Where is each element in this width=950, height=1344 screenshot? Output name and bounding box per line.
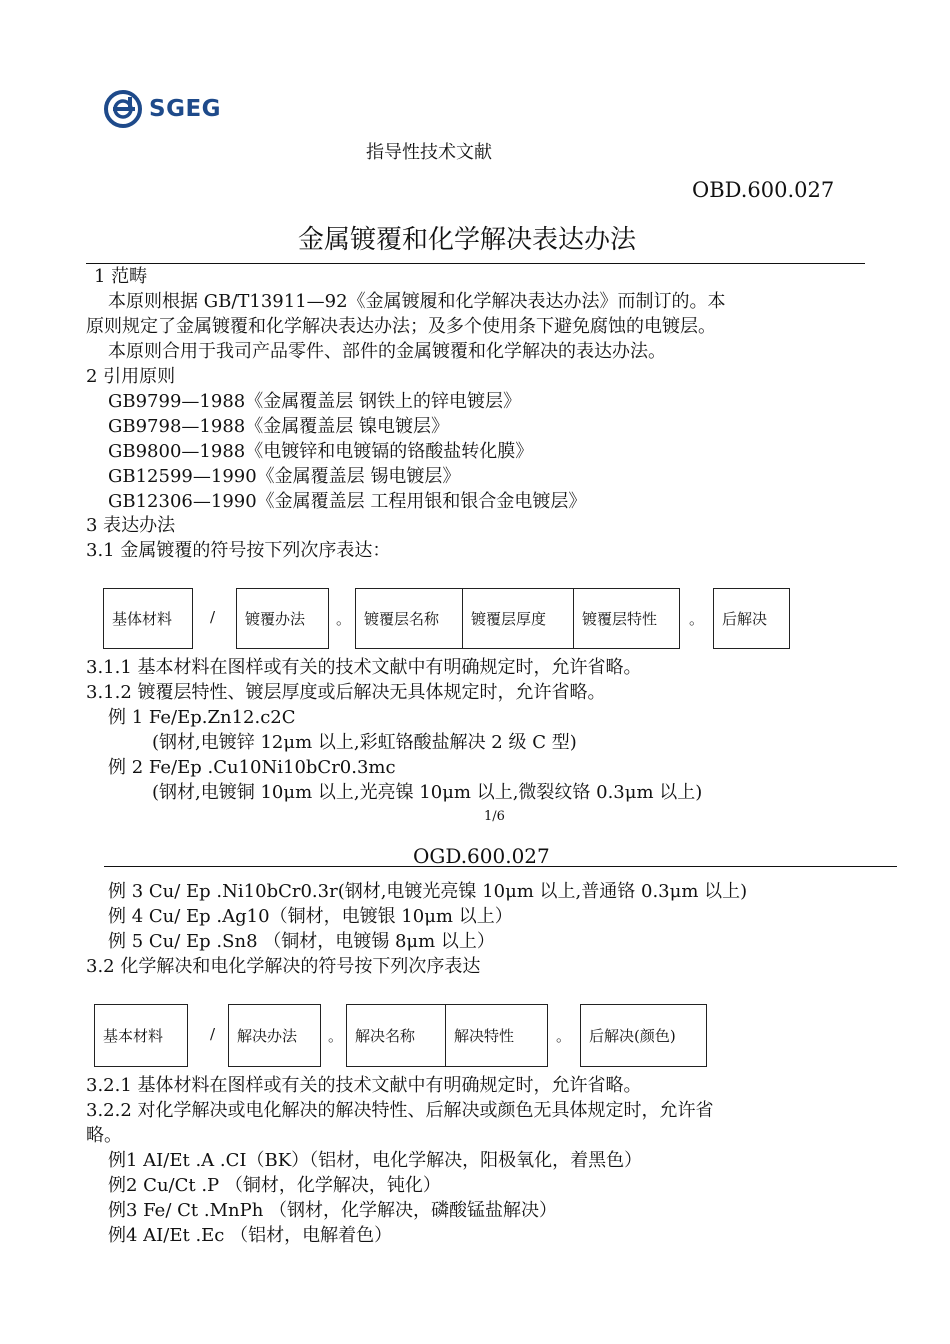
chem-example-1: 例1 AI/Et .A .CI（BK）（铝材，电化学解决，阳极氧化，着黑色） <box>108 1150 643 1171</box>
chem-example-4: 例4 AI/Et .Ec （铝材，电解着色） <box>108 1225 393 1246</box>
diagram-dot: 。 <box>336 610 352 628</box>
reference-item: GB12306—1990《金属覆盖层 工程用银和银合金电镀层》 <box>108 491 587 512</box>
example-1-note: (钢材,电镀锌 12μm 以上,彩虹铬酸盐解决 2 级 C 型) <box>152 732 577 753</box>
company-logo <box>103 87 233 131</box>
doc-type: 指导性技术文献 <box>366 142 492 163</box>
diagram-box-base-material: 基体材料 <box>103 588 193 649</box>
chem-example-3: 例3 Fe/ Ct .MnPh （钢材，化学解决，磷酸锰盐解决） <box>108 1200 558 1221</box>
section-3-1-1-text: 3.1.1 基本材料在图样或有关的技术文献中有明确规定时，允许省略。 <box>86 657 642 678</box>
section-1-para-1b: 原则规定了金属镀覆和化学解决表达办法；及多个使用条下避免腐蚀的电镀层。 <box>86 316 716 337</box>
diagram-slash: / <box>210 1025 216 1043</box>
logo-text: SGEG <box>149 96 222 122</box>
diagram-dot: 。 <box>689 610 705 628</box>
section-3-2-text: 3.2 化学解决和电化学解决的符号按下列次序表达 <box>86 956 481 977</box>
page-2-doc-code: OGD.600.027 <box>413 844 550 868</box>
section-3-2-1-text: 3.2.1 基体材料在图样或有关的技术文献中有明确规定时，允许省略。 <box>86 1075 642 1096</box>
diagram-box-method: 镀覆办法 <box>236 588 329 649</box>
section-3-1-2-text: 3.1.2 镀覆层特性、镀层厚度或后解决无具体规定时，允许省略。 <box>86 682 606 703</box>
title-rule <box>86 263 865 264</box>
doc-code: OBD.600.027 <box>692 178 835 202</box>
reference-item: GB9798—1988《金属覆盖层 镍电镀层》 <box>108 416 449 437</box>
diagram-box-post-treatment-color: 后解决(颜色) <box>580 1004 707 1067</box>
reference-item: GB12599—1990《金属覆盖层 锡电镀层》 <box>108 466 461 487</box>
page-2-rule <box>104 866 897 867</box>
section-3-2-2-text-cont: 略。 <box>86 1125 122 1146</box>
chem-example-2: 例2 Cu/Ct .P （铜材，化学解决，钝化） <box>108 1175 441 1196</box>
section-3-heading: 3 表达办法 <box>86 515 176 536</box>
example-2: 例 2 Fe/Ep .Cu10Ni10bCr0.3mc <box>108 757 396 778</box>
reference-item: GB9800—1988《电镀锌和电镀镉的铬酸盐转化膜》 <box>108 441 534 462</box>
example-1: 例 1 Fe/Ep.Zn12.c2C <box>108 707 296 728</box>
example-2-note: (钢材,电镀铜 10μm 以上,光亮镍 10μm 以上,微裂纹铬 0.3μm 以上) <box>152 782 703 803</box>
diagram-box-treatment-method: 解决办法 <box>228 1004 321 1067</box>
example-4: 例 4 Cu/ Ep .Ag10（铜材，电镀银 10μm 以上） <box>108 906 513 927</box>
diagram-slash: / <box>210 608 216 626</box>
diagram-box-base-material: 基本材料 <box>94 1004 188 1067</box>
diagram-dot: 。 <box>556 1027 572 1045</box>
diagram-box-treatment-name: 解决名称 <box>346 1004 446 1067</box>
section-1-para-1a: 本原则根据 GB/T13911—92《金属镀履和化学解决表达办法》而制订的。本 <box>108 291 726 312</box>
page-number: 1/6 <box>484 809 505 824</box>
page-title: 金属镀覆和化学解决表达办法 <box>298 225 637 255</box>
section-3-1-text: 3.1 金属镀覆的符号按下列次序表达： <box>86 540 391 561</box>
diagram-dot: 。 <box>328 1027 344 1045</box>
section-1-para-2: 本原则合用于我司产品零件、部件的金属镀覆和化学解决的表达办法。 <box>108 341 666 362</box>
diagram-box-treatment-property: 解决特性 <box>445 1004 548 1067</box>
diagram-box-layer-property: 镀覆层特性 <box>573 588 680 649</box>
diagram-box-post-treatment: 后解决 <box>713 588 790 649</box>
section-1-heading: 1 范畴 <box>94 266 148 287</box>
section-3-2-2-text: 3.2.2 对化学解决或电化解决的解决特性、后解决或颜色无具体规定时，允许省 <box>86 1100 714 1121</box>
section-2-heading: 2 引用原则 <box>86 366 176 387</box>
example-3: 例 3 Cu/ Ep .Ni10bCr0.3r(钢材,电镀光亮镍 10μm 以上,普通铬 0.3μm 以上) <box>108 881 748 902</box>
sgeg-logo-icon <box>103 89 143 129</box>
diagram-box-layer-thickness: 镀覆层厚度 <box>462 588 574 649</box>
example-5: 例 5 Cu/ Ep .Sn8 （铜材，电镀锡 8μm 以上） <box>108 931 495 952</box>
diagram-box-layer-name: 镀覆层名称 <box>355 588 463 649</box>
reference-item: GB9799—1988《金属覆盖层 钢铁上的锌电镀层》 <box>108 391 521 412</box>
